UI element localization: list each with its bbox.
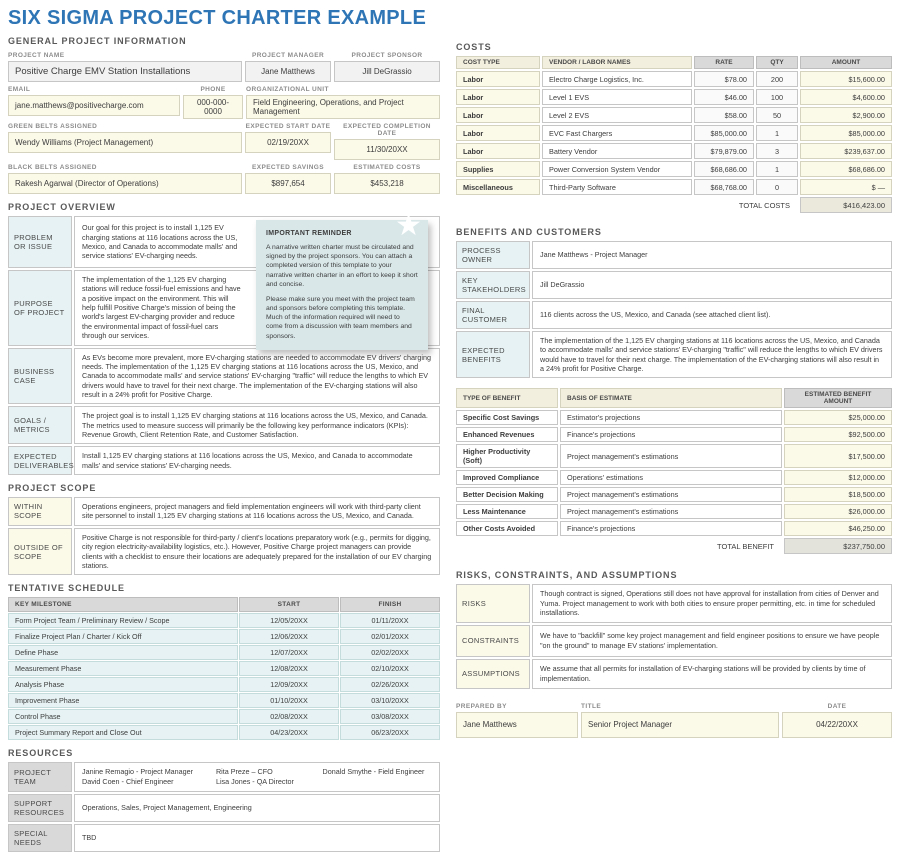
team-members-col-1: Janine Remagio - Project Manager David Coen - Chief Engineer — [82, 767, 194, 786]
project-name-label: PROJECT NAME — [8, 52, 65, 59]
outside-scope-label: OUTSIDE OF SCOPE — [8, 528, 72, 575]
benefit-type-cell[interactable]: Improved Compliance — [456, 470, 558, 485]
page-title: SIX SIGMA PROJECT CHARTER EXAMPLE — [8, 7, 427, 29]
benefit-type-cell[interactable]: Enhanced Revenues — [456, 427, 558, 442]
scope-row-outside — [8, 528, 440, 575]
start-date-cell[interactable]: 02/08/20XX — [239, 709, 339, 724]
assumptions-row — [456, 659, 892, 689]
reminder-title: IMPORTANT REMINDER — [266, 230, 352, 237]
section-heading-risks: RISKS, CONSTRAINTS, AND ASSUMPTIONS — [456, 570, 678, 581]
rate-cell[interactable]: $85,000.00 — [694, 125, 754, 141]
finish-date-cell[interactable]: 02/02/20XX — [340, 645, 440, 660]
goals-label: GOALS / METRICS — [8, 406, 72, 444]
overview-row-deliverables — [8, 446, 440, 475]
email-field[interactable]: jane.matthews@positivecharge.com — [8, 95, 180, 116]
section-heading-schedule: TENTATIVE SCHEDULE — [8, 583, 125, 594]
benefit-col-basis: BASIS OF ESTIMATE — [560, 388, 782, 408]
qty-cell[interactable]: 1 — [756, 125, 798, 141]
start-date-cell[interactable]: 12/07/20XX — [239, 645, 339, 660]
amount-cell[interactable]: $2,900.00 — [800, 107, 892, 123]
risks-table — [456, 584, 892, 688]
milestone-cell[interactable]: Measurement Phase — [8, 661, 238, 676]
amount-cell[interactable]: $15,600.00 — [800, 71, 892, 87]
prepared-by-section — [456, 701, 892, 738]
section-heading-benefits: BENEFITS AND CUSTOMERS — [456, 227, 602, 237]
deliverables-text[interactable]: Install 1,125 EV charging stations at 116 locations across the US, Mexico, and Canada to accommodate malls' and service stations' EV-charging needs. — [74, 446, 440, 475]
benefit-type-cell[interactable]: Other Costs Avoided — [456, 521, 558, 536]
general-info-row-4 — [8, 162, 440, 194]
org-unit-field[interactable]: Field Engineering, Operations, and Project Management — [246, 95, 440, 119]
vendor-cell[interactable]: Level 1 EVS — [542, 89, 692, 105]
section-heading-costs: COSTS — [456, 42, 492, 52]
benefit-amount-cell[interactable]: $17,500.00 — [784, 444, 892, 468]
section-heading-scope: PROJECT SCOPE — [8, 483, 97, 494]
prepared-by-label: PREPARED BY — [456, 702, 507, 710]
qty-cell[interactable]: 50 — [756, 107, 798, 123]
finish-date-cell[interactable]: 02/01/20XX — [340, 629, 440, 644]
prepared-by-field[interactable]: Jane Matthews — [456, 712, 578, 738]
qty-cell[interactable]: 100 — [756, 89, 798, 105]
benefits-row-owner — [456, 241, 892, 269]
benefit-basis-cell[interactable]: Project management's estimations — [560, 444, 782, 468]
finish-date-cell[interactable]: 01/11/20XX — [340, 613, 440, 628]
benefit-basis-cell[interactable]: Finance's projections — [560, 427, 782, 442]
benefits-row-stakeholders — [456, 271, 892, 299]
benefit-type-cell[interactable]: Higher Productivity (Soft) — [456, 444, 558, 468]
general-info-row-2 — [8, 84, 440, 119]
benefit-amount-cell[interactable]: $26,000.00 — [784, 504, 892, 519]
reminder-paragraph: Please make sure you meet with the project team and sponsors before completing this template. Much of the information required will need to come from a discussion with team members and sponsors. — [266, 295, 415, 340]
cost-type-cell[interactable]: Labor — [456, 107, 540, 123]
cost-type-cell[interactable]: Labor — [456, 125, 540, 141]
special-needs-label: SPECIAL NEEDS — [8, 824, 72, 852]
expected-benefits-text[interactable]: The implementation of the 1,125 EV charging stations at 116 locations across the US, Mexico, and Canada to accommodate malls' and service stations' EV-charging "traffic" will reduce the lengths to which EV drivers would have to travel for their next charge. The implementation of the EV-charging stations will also result in a 24% profit for Positive Charge. — [532, 331, 892, 378]
benefit-type-cell[interactable]: Less Maintenance — [456, 504, 558, 519]
purpose-label: PURPOSE OF PROJECT — [8, 270, 72, 346]
schedule-table — [8, 597, 440, 740]
black-belts-label: BLACK BELTS ASSIGNED — [8, 164, 97, 171]
benefit-amount-cell[interactable]: $12,000.00 — [784, 470, 892, 485]
cost-type-cell[interactable]: Labor — [456, 143, 540, 159]
project-scope-table — [8, 497, 440, 575]
costs-col-vendor: VENDOR / LABOR NAMES — [542, 56, 692, 69]
constraints-row — [456, 625, 892, 657]
cost-type-cell[interactable]: Miscellaneous — [456, 179, 540, 195]
risks-label: RISKS — [456, 584, 530, 622]
finish-date-cell[interactable]: 03/08/20XX — [340, 709, 440, 724]
benefit-col-type: TYPE OF BENEFIT — [456, 388, 558, 408]
schedule-col-start: START — [239, 597, 339, 612]
estimated-costs-field[interactable]: $453,218 — [334, 173, 440, 194]
rate-cell[interactable]: $78.00 — [694, 71, 754, 87]
overview-row-goals — [8, 406, 440, 444]
problem-text[interactable]: Our goal for this project is to install 1,125 EV charging stations at 116 locations across the US, Mexico, and Canada to accommodate malls' and service stations' EV-charging needs. — [74, 216, 440, 268]
start-date-cell[interactable]: 12/09/20XX — [239, 677, 339, 692]
qty-cell[interactable]: 3 — [756, 143, 798, 159]
project-sponsor-field[interactable]: Jill DeGrassio — [334, 61, 440, 82]
start-date-cell[interactable]: 04/23/20XX — [239, 725, 339, 740]
benefit-estimates-table — [456, 388, 892, 536]
benefits-customers-table — [456, 241, 892, 378]
process-owner-label: PROCESS OWNER — [456, 241, 530, 269]
general-info-row-1 — [8, 50, 440, 82]
qty-cell[interactable]: 200 — [756, 71, 798, 87]
expected-savings-label: EXPECTED SAVINGS — [251, 164, 324, 171]
resources-row-team — [8, 762, 440, 791]
final-customer-label: FINAL CUSTOMER — [456, 301, 530, 329]
benefit-type-cell[interactable]: Better Decision Making — [456, 487, 558, 502]
project-overview-table — [8, 209, 440, 475]
milestone-cell[interactable]: Define Phase — [8, 645, 238, 660]
amount-cell[interactable]: $239,637.00 — [800, 143, 892, 159]
milestone-cell[interactable]: Control Phase — [8, 709, 238, 724]
within-scope-text[interactable]: Operations engineers, project managers and field implementation engineers will work with third-party client site personnel to install 1,125 EV charging stations at 116 locations across the US, Mexico, and Canada. — [74, 497, 440, 526]
amount-cell[interactable]: $68,686.00 — [800, 161, 892, 177]
general-info-row-3 — [8, 121, 440, 160]
rate-cell[interactable]: $79,879.00 — [694, 143, 754, 159]
overview-row-business-case — [8, 348, 440, 405]
org-unit-label: ORGANIZATIONAL UNIT — [246, 86, 329, 93]
finish-date-cell[interactable]: 03/10/20XX — [340, 693, 440, 708]
prepared-title-label: TITLE — [581, 702, 602, 710]
total-benefit-label: TOTAL BENEFIT — [717, 541, 774, 551]
start-date-cell[interactable]: 01/10/20XX — [239, 693, 339, 708]
constraints-label: CONSTRAINTS — [456, 625, 530, 657]
start-date-label: EXPECTED START DATE — [245, 123, 331, 130]
benefit-amount-cell[interactable]: $92,500.00 — [784, 427, 892, 442]
estimated-costs-label: ESTIMATED COSTS — [353, 164, 421, 171]
benefit-basis-cell[interactable]: Estimator's projections — [560, 410, 782, 425]
expected-savings-field[interactable]: $897,654 — [245, 173, 331, 194]
prepared-title-field[interactable]: Senior Project Manager — [581, 712, 779, 738]
schedule-col-finish: FINISH — [340, 597, 440, 612]
qty-cell[interactable]: 0 — [756, 179, 798, 195]
total-costs-label: TOTAL COSTS — [738, 200, 790, 210]
scope-row-within — [8, 497, 440, 526]
costs-col-qty: QTY — [756, 56, 798, 69]
star-icon: ★ — [395, 209, 422, 242]
key-stakeholders-label: KEY STAKEHOLDERS — [456, 271, 530, 299]
reminder-paragraph: A narrative written charter must be circulated and signed by the project sponsors. You can attach a completed version of this template to your narrative written charter in an effort to keep it short and concise. — [266, 244, 418, 288]
black-belts-field[interactable]: Rakesh Agarwal (Director of Operations) — [8, 173, 242, 194]
benefit-col-amount: ESTIMATED BENEFIT AMOUNT — [784, 388, 892, 408]
total-costs-row — [456, 197, 892, 213]
risks-row — [456, 584, 892, 622]
milestone-cell[interactable]: Finalize Project Plan / Charter / Kick Off — [8, 629, 238, 644]
deliverables-label: EXPECTED DELIVERABLES — [8, 446, 72, 475]
rate-cell[interactable]: $68,686.00 — [694, 161, 754, 177]
cost-type-cell[interactable]: Supplies — [456, 161, 540, 177]
benefit-basis-cell[interactable]: Project management's estimations — [560, 504, 782, 519]
phone-label: PHONE — [200, 86, 226, 93]
milestone-cell[interactable]: Analysis Phase — [8, 677, 238, 692]
constraints-text[interactable]: We have to "backfill" some key project management and field engineer positions to ensure we have people "on the ground" to manage EV stations' implementation. — [532, 625, 892, 657]
prepared-date-field[interactable]: 04/22/20XX — [782, 712, 892, 738]
benefit-amount-cell[interactable]: $25,000.00 — [784, 410, 892, 425]
process-owner-text[interactable]: Jane Matthews - Project Manager — [532, 241, 892, 269]
vendor-cell[interactable]: Level 2 EVS — [542, 107, 692, 123]
assumptions-label: ASSUMPTIONS — [456, 659, 530, 689]
costs-col-type: COST TYPE — [456, 56, 540, 69]
business-case-text[interactable]: As EVs become more prevalent, more EV-charging stations are needed to accommodate EV drivers' charging needs. The implementation of the 1,125 EV charging stations at 116 locations across the US, Mexico, and Canada to accommodate malls' and service stations' EV-charging "traffic" will reduce the lengths to which EV drivers would have to travel for their next charge. The implementation of the EV-charging stations will also result in a 24% profit for Positive Charge. — [74, 348, 440, 405]
final-customer-text[interactable]: 116 clients across the US, Mexico, and Canada (see attached client list). — [532, 301, 892, 329]
total-benefit-row — [456, 538, 892, 554]
vendor-cell[interactable]: Power Conversion System Vendor — [542, 161, 692, 177]
costs-col-rate: RATE — [694, 56, 754, 69]
start-date-field[interactable]: 02/19/20XX — [245, 132, 331, 153]
resources-table — [8, 762, 440, 851]
section-heading-general: GENERAL PROJECT INFORMATION — [8, 36, 187, 46]
support-resources-text[interactable]: Operations, Sales, Project Management, Engineering — [74, 794, 440, 822]
outside-scope-text[interactable]: Positive Charge is not responsible for third-party / client's locations preparatory work (e.g., permits for digging, city region electricity-availability logistics, etc.). However, Positive Charge project managers can provide clients with a checklist to ensure their locations are adequately prepared for the installation of our EV charging stations. — [74, 528, 440, 575]
prepared-date-label: DATE — [827, 702, 847, 710]
cost-type-cell[interactable]: Labor — [456, 71, 540, 87]
milestone-cell[interactable]: Project Summary Report and Close Out — [8, 725, 238, 740]
within-scope-label: WITHIN SCOPE — [8, 497, 72, 526]
support-resources-label: SUPPORT RESOURCES — [8, 794, 72, 822]
project-manager-label: PROJECT MANAGER — [251, 52, 325, 59]
finish-date-cell[interactable]: 02/10/20XX — [340, 661, 440, 676]
benefit-amount-cell[interactable]: $46,250.00 — [784, 521, 892, 536]
amount-cell[interactable]: $ — — [800, 179, 892, 195]
project-sponsor-label: PROJECT SPONSOR — [351, 52, 423, 59]
qty-cell[interactable]: 1 — [756, 161, 798, 177]
team-members-col-3: Donald Smythe - Field Engineer — [322, 767, 425, 777]
costs-table — [456, 56, 892, 195]
project-name-field[interactable]: Positive Charge EMV Station Installations — [8, 61, 242, 82]
goals-text[interactable]: The project goal is to install 1,125 EV charging stations at 116 locations across the US, Mexico, and Canada. The metrics used to measure success will primarily be the following key performance indicators (KPIs): Revenue Growth, Client Retention Rate, and Customer Satisfaction. — [74, 406, 440, 444]
risks-text[interactable]: Though contract is signed, Operations still does not have approval for installation from cities of Denver and Yuma. Project management to work with both cities to ensure proper permitting, etc. in time for scheduled installations. — [532, 584, 892, 622]
section-heading-overview: PROJECT OVERVIEW — [8, 202, 116, 212]
benefit-basis-cell[interactable]: Operations' estimations — [560, 470, 782, 485]
important-reminder-callout — [256, 209, 428, 350]
project-team-label: PROJECT TEAM — [8, 762, 72, 791]
amount-cell[interactable]: $85,000.00 — [800, 125, 892, 141]
vendor-cell[interactable]: EVC Fast Chargers — [542, 125, 692, 141]
business-case-label: BUSINESS CASE — [8, 348, 72, 405]
benefit-amount-cell[interactable]: $18,500.00 — [784, 487, 892, 502]
start-date-cell[interactable]: 12/05/20XX — [239, 613, 339, 628]
team-members-col-2: Rita Preze – CFO Lisa Jones - QA Director — [215, 767, 294, 786]
benefit-basis-cell[interactable]: Project management's estimations — [560, 487, 782, 502]
resources-row-support — [8, 794, 440, 822]
vendor-cell[interactable]: Electro Charge Logistics, Inc. — [542, 71, 692, 87]
expected-benefits-label: EXPECTED BENEFITS — [456, 331, 530, 378]
completion-date-label: EXPECTED COMPLETION DATE — [343, 123, 431, 137]
finish-date-cell[interactable]: 02/26/20XX — [340, 677, 440, 692]
benefit-type-cell[interactable]: Specific Cost Savings — [456, 410, 558, 425]
project-team-text[interactable] — [74, 762, 440, 791]
benefits-row-expected — [456, 331, 892, 378]
email-label: EMAIL — [8, 86, 31, 93]
milestone-cell[interactable]: Form Project Team / Preliminary Review / Scope — [8, 613, 238, 628]
total-benefit-value: $237,750.00 — [784, 538, 892, 554]
benefits-row-customer — [456, 301, 892, 329]
project-manager-field[interactable]: Jane Matthews — [245, 61, 331, 82]
rate-cell[interactable]: $58.00 — [694, 107, 754, 123]
assumptions-text[interactable]: We assume that all permits for installation of EV-charging stations will be provided by clients by time of implementation. — [532, 659, 892, 689]
milestone-cell[interactable]: Improvement Phase — [8, 693, 238, 708]
completion-date-field[interactable]: 11/30/20XX — [334, 139, 440, 160]
rate-cell[interactable]: $46.00 — [694, 89, 754, 105]
purpose-text[interactable]: The implementation of the 1,125 EV charging stations will reduce fossil-fuel emissions and have a positive impact on the environment. This will help fulfill Positive Charge's mission of being the world's largest EV-charging provider and reduce the environmental impact of fossil-fuel cars through our services. — [74, 270, 440, 346]
phone-field[interactable]: 000-000-0000 — [183, 95, 243, 119]
vendor-cell[interactable]: Third-Party Software — [542, 179, 692, 195]
green-belts-label: GREEN BELTS ASSIGNED — [8, 123, 98, 130]
resources-row-special — [8, 824, 440, 852]
benefit-basis-cell[interactable]: Finance's projections — [560, 521, 782, 536]
special-needs-text[interactable]: TBD — [74, 824, 440, 852]
rate-cell[interactable]: $68,768.00 — [694, 179, 754, 195]
green-belts-field[interactable]: Wendy Williams (Project Management) — [8, 132, 242, 153]
total-costs-value: $416,423.00 — [800, 197, 892, 213]
finish-date-cell[interactable]: 06/23/20XX — [340, 725, 440, 740]
costs-col-amount: AMOUNT — [800, 56, 892, 69]
amount-cell[interactable]: $4,600.00 — [800, 89, 892, 105]
cost-type-cell[interactable]: Labor — [456, 89, 540, 105]
start-date-cell[interactable]: 12/06/20XX — [239, 629, 339, 644]
schedule-col-milestone: KEY MILESTONE — [8, 597, 238, 612]
problem-label: PROBLEM OR ISSUE — [8, 216, 72, 268]
section-heading-resources: RESOURCES — [8, 748, 74, 759]
vendor-cell[interactable]: Battery Vendor — [542, 143, 692, 159]
key-stakeholders-text[interactable]: Jill DeGrassio — [532, 271, 892, 299]
start-date-cell[interactable]: 12/08/20XX — [239, 661, 339, 676]
